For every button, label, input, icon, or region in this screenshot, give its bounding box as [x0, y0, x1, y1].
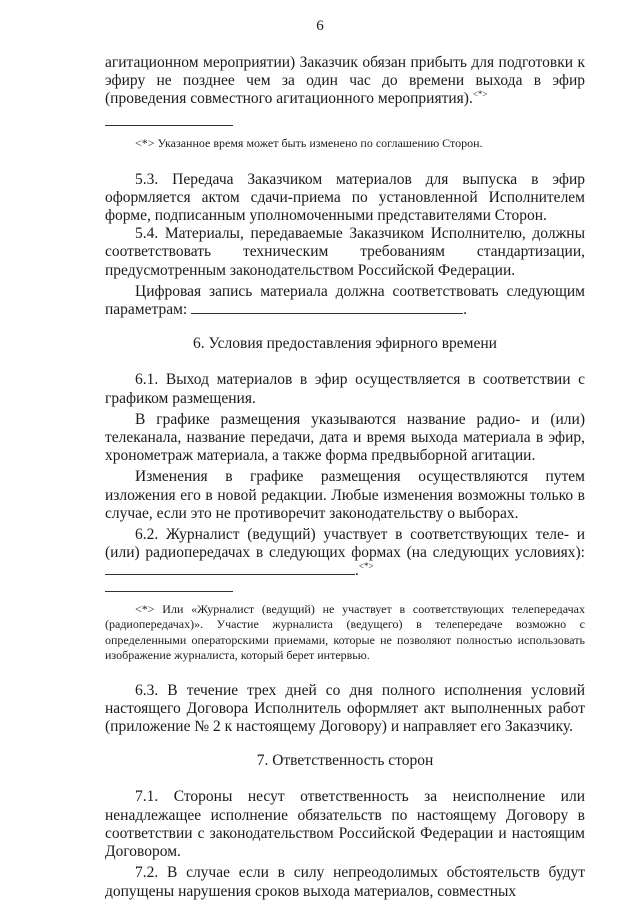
- clause-6-2: [105, 526, 585, 581]
- footnote-marker: <*>: [358, 561, 374, 572]
- clause-6-1-schedule: В графике размещения указываются название радио- и (или) телеканала, название передачи, дата и время выхода материала в эфир, хронометраж материала, а также форма предвыборной агитации.: [105, 410, 585, 465]
- digital-params-text: Цифровая запись материала должна соответствовать следующим параметрам:: [105, 282, 585, 319]
- clause-6-2-text: 6.2. Журналист (ведущий) участвует в соответствующих теле- и (или) радиопередачах в следующих формах (на следующих условиях):: [105, 526, 585, 562]
- document-body: [105, 54, 585, 901]
- footnote-1: <*> Указанное время может быть изменено по соглашению Сторон.: [135, 135, 483, 150]
- digital-params: [105, 283, 585, 319]
- footnote-2: <*> Или «Журналист (ведущий) не участвует в соответствующих телепередачах (радиопередачах)». Участие журналиста (ведущего) в телепередаче возможно с определенными операторскими приемами, которые не позволяют полностью использовать изображение журналиста, который берет интервью.: [105, 601, 585, 663]
- section-6-heading: 6. Условия предоставления эфирного времени: [193, 335, 497, 353]
- clause-7-1: 7.1. Стороны несут ответственность за неисполнение или ненадлежащее исполнение обязательств по настоящему Договору в соответствии с законодательством Российской Федерации и настоящим Договором.: [105, 788, 585, 861]
- period: .: [463, 301, 467, 319]
- clause-5-4: 5.4. Материалы, передаваемые Заказчиком Исполнителю, должны соответствовать техническим требованиям стандартизации, предусмотренным законодательством Российской Федерации.: [105, 225, 585, 279]
- period: .: [355, 562, 359, 580]
- clause-6-3: 6.3. В течение трех дней со дня полного исполнения условий настоящего Договора Исполнитель оформляет акт выполненных работ (приложение № 2 к настоящему Договору) и направляет его Заказчику.: [105, 681, 585, 736]
- paragraph-continuation: [105, 54, 585, 109]
- clause-5-3: 5.3. Передача Заказчиком материалов для выпуска в эфир оформляется актом сдачи-приема по установленной Исполнителем форме, подписанным уполномоченными представителями Сторон.: [105, 170, 585, 225]
- clause-6-1-changes: Изменения в графике размещения осуществляются путем изложения его в новой редакции. Любые изменения возможны только в случае, если это не противоречит законодательству о выборах.: [105, 468, 585, 522]
- blank-field: [105, 563, 355, 575]
- footnote-divider: [105, 125, 233, 126]
- page-number: 6: [316, 18, 324, 34]
- footnote-marker: <*>: [472, 89, 488, 100]
- section-7-heading: 7. Ответственность сторон: [256, 752, 434, 770]
- footnote-divider: [105, 591, 233, 592]
- clause-7-2: 7.2. В случае если в силу непреодолимых обстоятельств будут допущены нарушения сроков выхода материалов, совместных: [105, 864, 585, 900]
- clause-6-1: 6.1. Выход материалов в эфир осуществляется в соответствии с графиком размещения.: [105, 371, 585, 407]
- blank-field: [191, 302, 463, 314]
- paragraph-text: агитационном мероприятии) Заказчик обязан прибыть для подготовки к эфиру не позднее чем за один час до времени выхода в эфир (проведения совместного агитационного мероприятия).: [105, 54, 585, 108]
